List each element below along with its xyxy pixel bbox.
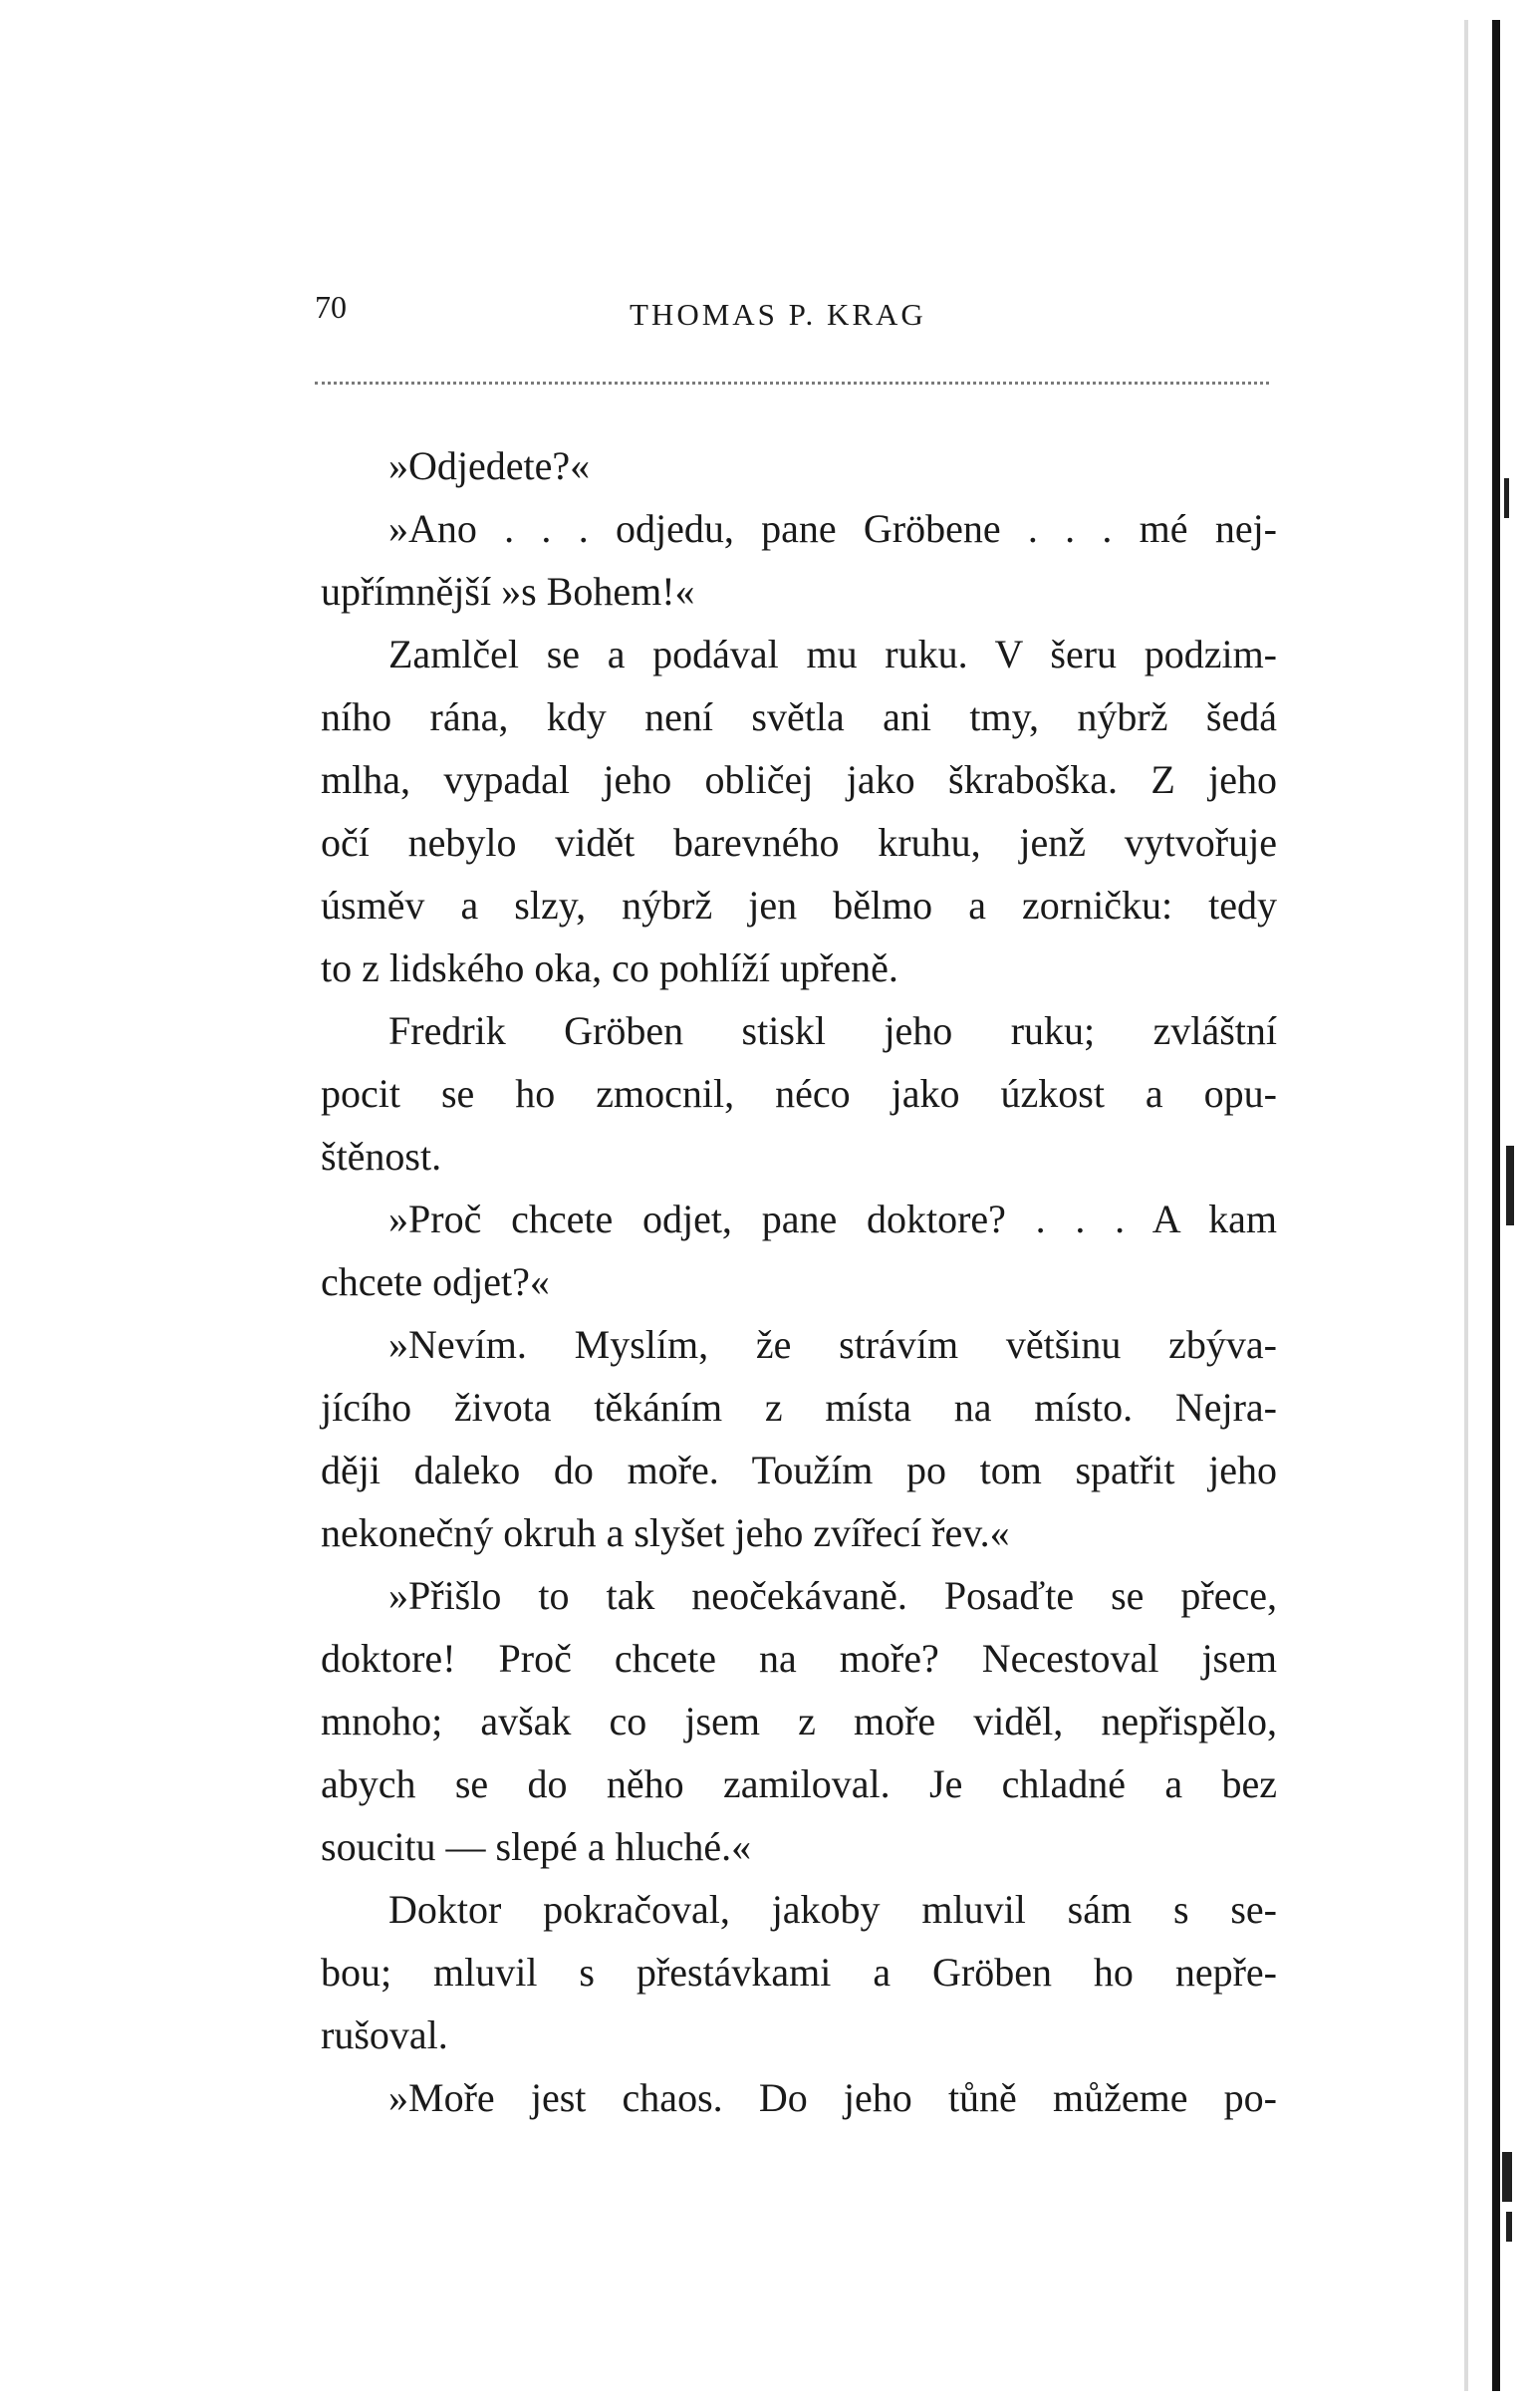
text-line: ního rána, kdy není světla ani tmy, nýbrž šedá xyxy=(321,694,1277,739)
text-line: »Nevím. Myslím, že strávím většinu zbýva- xyxy=(388,1322,1277,1367)
text-line: to z lidského oka, co pohlíží upřeně. xyxy=(321,945,898,990)
text-line: jícího života těkáním z místa na místo. Nejra- xyxy=(321,1385,1277,1430)
text-line: »Přišlo to tak neočekávaně. Posaďte se přece, xyxy=(388,1573,1277,1618)
text-line: bou; mluvil s přestávkami a Gröben ho nepře- xyxy=(321,1950,1277,1995)
page-number: 70 xyxy=(315,289,347,325)
binding-edge xyxy=(1492,20,1500,2391)
text-line: očí nebylo vidět barevného kruhu, jenž vytvořuje xyxy=(321,820,1277,865)
text-line: pocit se ho zmocnil, néco jako úzkost a opu- xyxy=(321,1071,1277,1116)
page-edge-shadow xyxy=(1464,20,1468,2391)
text-line: ději daleko do moře. Toužím po tom spatřit jeho xyxy=(321,1448,1277,1492)
edge-mark xyxy=(1502,2152,1512,2202)
text-line: mnoho; avšak co jsem z moře viděl, nepřispělo, xyxy=(321,1699,1277,1743)
text-line: »Proč chcete odjet, pane doktore? . . . A kam xyxy=(388,1197,1277,1241)
text-line: chcete odjet?« xyxy=(321,1259,550,1304)
header-rule xyxy=(315,382,1269,385)
text-line: Fredrik Gröben stiskl jeho ruku; zvláštní xyxy=(388,1008,1277,1053)
text-line: upřímnější »s Bohem!« xyxy=(321,569,695,614)
edge-mark xyxy=(1504,478,1509,518)
margin-outer xyxy=(1500,0,1531,2408)
text-line: Doktor pokračoval, jakoby mluvil sám s se- xyxy=(388,1887,1277,1932)
text-line: nekonečný okruh a slyšet jeho zvířecí řev.« xyxy=(321,1510,1010,1555)
edge-mark xyxy=(1506,1146,1514,1225)
text-line: »Odjedete?« xyxy=(388,443,591,488)
text-line: Zamlčel se a podával mu ruku. V šeru podzim- xyxy=(388,632,1277,676)
body-text xyxy=(321,434,1277,2129)
text-line: abych se do něho zamiloval. Je chladné a bez xyxy=(321,1761,1277,1806)
text-line: mlha, vypadal jeho obličej jako škraboška. Z jeho xyxy=(321,757,1277,802)
text-line: úsměv a slzy, nýbrž jen bělmo a zorničku: tedy xyxy=(321,883,1277,928)
text-line: »Moře jest chaos. Do jeho tůně můžeme po- xyxy=(388,2075,1277,2120)
page-header xyxy=(315,289,1275,339)
text-line: rušoval. xyxy=(321,2012,448,2057)
edge-mark xyxy=(1506,2212,1512,2242)
running-head: THOMAS P. KRAG xyxy=(630,297,926,332)
text-line: štěnost. xyxy=(321,1134,442,1179)
text-line: doktore! Proč chcete na moře? Necestoval jsem xyxy=(321,1636,1277,1681)
text-line: »Ano . . . odjedu, pane Gröbene . . . mé nej- xyxy=(388,506,1277,551)
text-line: soucitu — slepé a hluché.« xyxy=(321,1824,752,1869)
